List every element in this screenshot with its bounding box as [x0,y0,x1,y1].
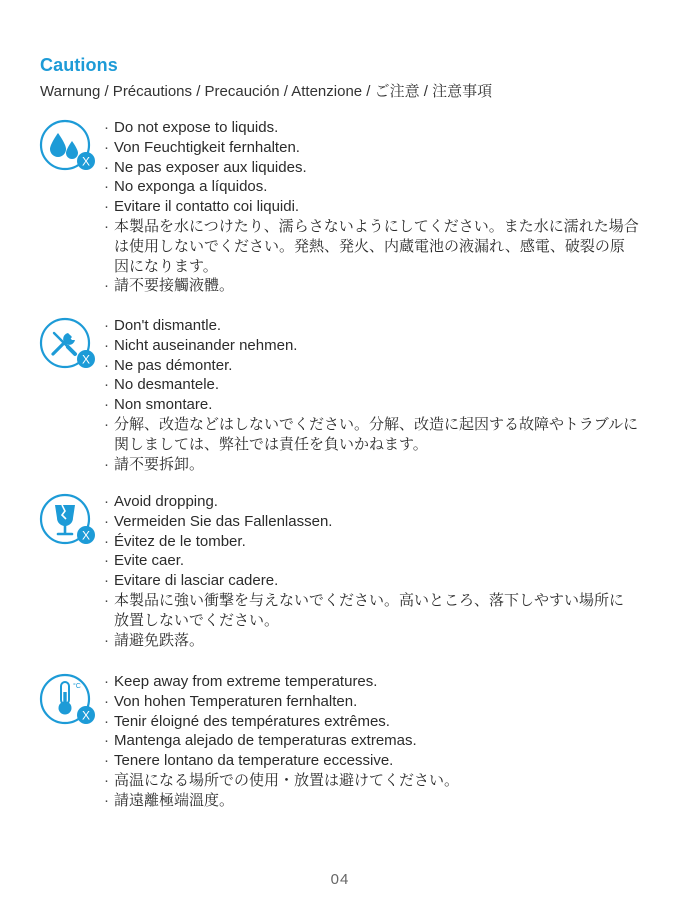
list-item: · 請遠離極端溫度。 [104,791,235,809]
list-item: · Ne pas exposer aux liquides. [104,158,307,176]
page-number: 04 [330,871,350,888]
list-item: · No exponga a líquidos. [104,178,268,196]
list-item: · Ne pas démonter. [104,356,233,374]
list-item: · Don't dismantle. [104,317,222,334]
caution-list [104,316,654,474]
page-title: Cautions [40,55,118,75]
list-item: · 請不要拆卸。 [104,455,205,473]
liquid-drops-icon [37,118,99,180]
caution-list [104,118,654,296]
list-item: · Mantenga alejado de temperaturas extremas. [104,732,417,750]
caution-list [104,492,654,650]
badge-x-text: X [81,528,91,543]
list-item: · Do not expose to liquids. [104,119,279,136]
list-item: · Tenir éloigné des températures extrêmes. [104,712,390,730]
list-item: · Von Feuchtigkeit fernhalten. [104,138,300,156]
badge-x-text: X [81,352,91,367]
list-item: · 本製品を水につけたり、濡らさないようにしてください。また水に濡れた場合 は使用しないでください。発熱、発火、内蔵電池の液漏れ、感電、破裂の原 因になります。 [104,217,639,275]
celsius-label: °C [73,683,81,690]
list-item: · Tenere lontano da temperature eccessive. [104,752,394,770]
page-subtitle: Warnung / Précautions / Precaución / Attenzione / ご注意 / 注意事項 [40,83,493,100]
list-item: · Nicht auseinander nehmen. [104,336,298,354]
tools-icon [37,316,99,378]
list-item: · 請避免跌落。 [104,631,205,649]
list-item: · Vermeiden Sie das Fallenlassen. [104,512,333,530]
list-item: · 高温になる場所での使用・放置は避けてください。 [104,771,460,789]
thermometer-icon [37,672,99,734]
caution-list [104,672,654,811]
badge-x-text: X [81,708,91,723]
list-item: · 分解、改造などはしないでください。分解、改造に起因する故障やトラブルに 関しましては、弊社では責任を負いかねます。 [104,415,639,453]
badge-x-text: X [81,154,91,169]
list-item: · 本製品に強い衝撃を与えないでください。高いところ、落下しやすい場所に 放置しないでください。 [104,591,625,629]
list-item: · Keep away from extreme temperatures. [104,673,378,690]
list-item: · Evitare il contatto coi liquidi. [104,198,300,216]
list-item: · Avoid dropping. [104,493,218,510]
list-item: · Von hohen Temperaturen fernhalten. [104,692,358,710]
list-item: · Évitez de le tomber. [104,532,246,550]
list-item: · Evite caer. [104,552,185,570]
list-item: · 請不要接觸液體。 [104,277,235,295]
broken-glass-icon [37,492,99,554]
list-item: · Non smontare. [104,396,213,414]
list-item: · Evitare di lasciar cadere. [104,572,279,590]
list-item: · No desmantele. [104,376,220,394]
